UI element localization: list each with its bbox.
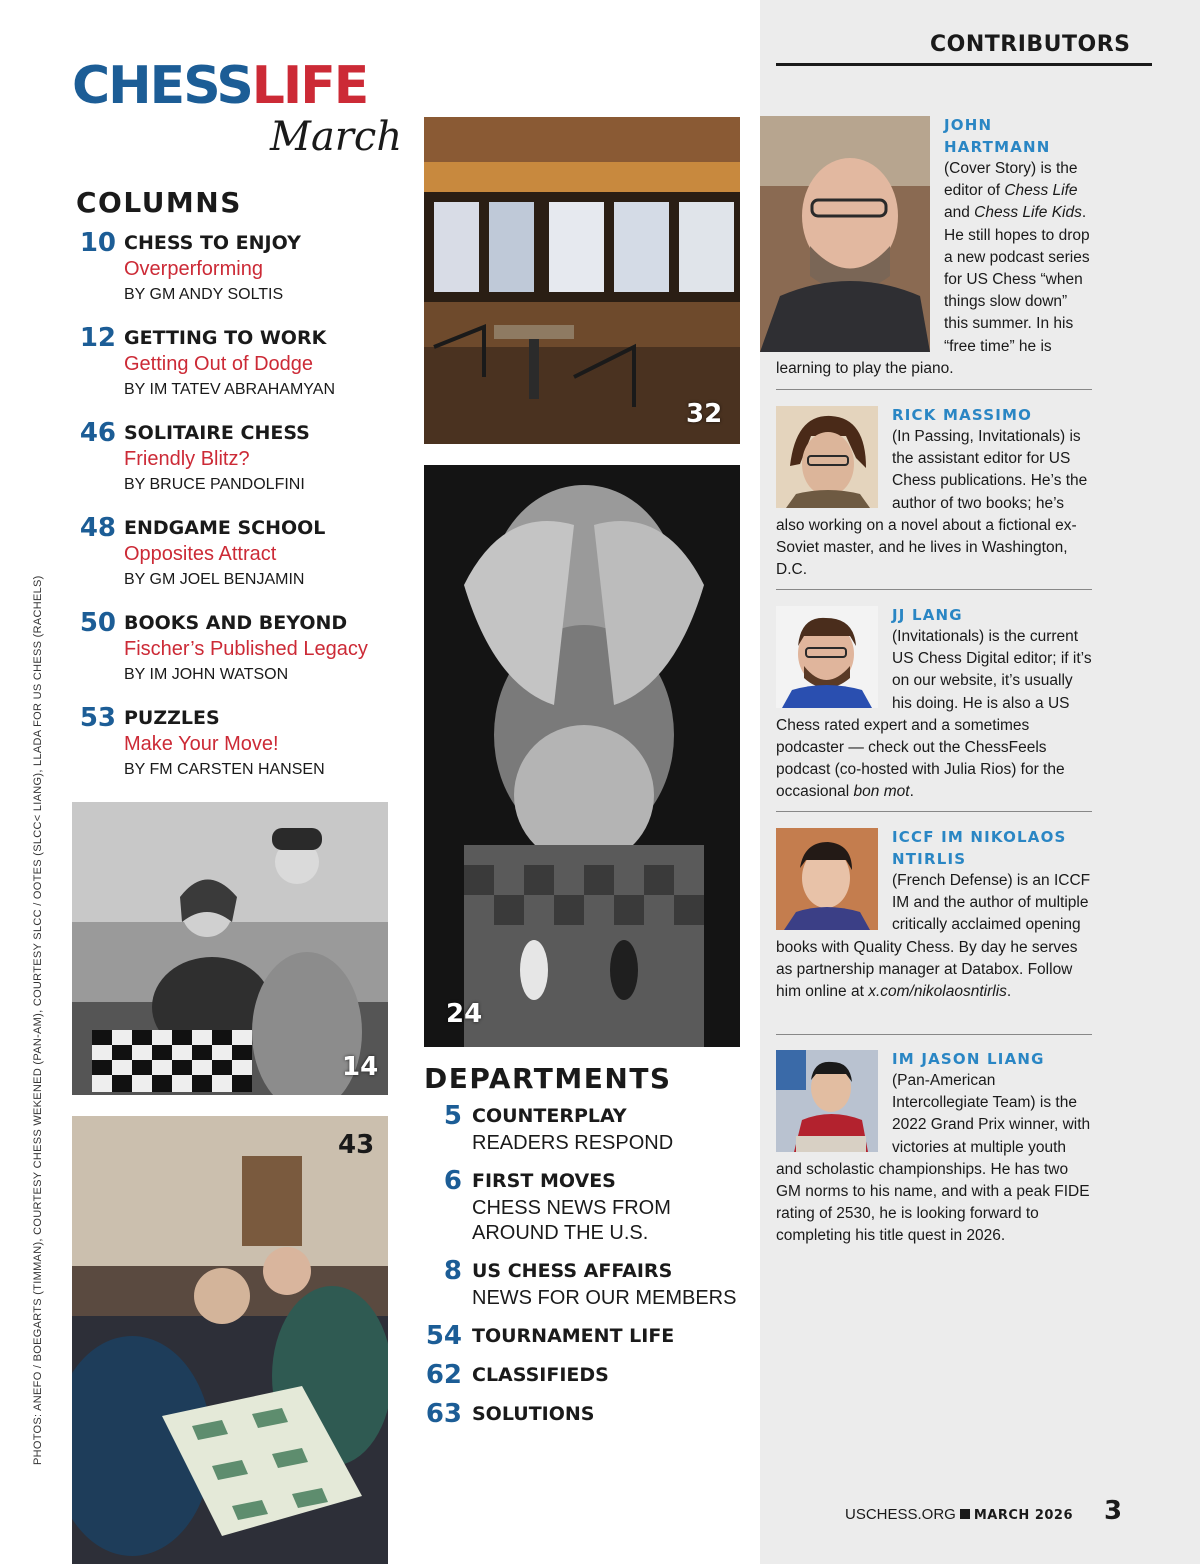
column-entry[interactable] (76, 608, 406, 700)
department-title: FIRST MOVES (472, 1170, 616, 1192)
headshot-photo (776, 828, 878, 930)
headshot-hartmann-illustration (760, 116, 930, 352)
department-title: TOURNAMENT LIFE (472, 1325, 675, 1347)
column-byline: BY IM TATEV ABRAHAMYAN (124, 381, 336, 398)
department-page-number: 63 (425, 1399, 462, 1429)
department-title: COUNTERPLAY (472, 1105, 627, 1127)
column-entry[interactable] (76, 228, 406, 320)
photo-page-label: 24 (446, 999, 483, 1029)
photo-43-illustration (72, 1116, 388, 1564)
photo-page-label: 43 (338, 1130, 375, 1160)
departments-heading: DEPARTMENTS (424, 1062, 672, 1095)
column-entry[interactable] (76, 513, 406, 605)
contributor-jj-lang (776, 604, 1092, 804)
department-subtitle: NEWS FOR OUR MEMBERS (472, 1287, 737, 1309)
contributor-name: JOHN HARTMANN (944, 116, 1051, 156)
contributor-bio-text: . (909, 783, 914, 801)
contributor-bio-text: and (944, 204, 975, 222)
contributor-bio-emphasis: bon mot (853, 783, 910, 801)
photo-page-14[interactable] (72, 802, 388, 1095)
headshot-photo (776, 406, 878, 508)
contributor-bio-emphasis: Chess Life Kids (974, 204, 1082, 222)
contributor-bio-text: . He still hopes to drop a new podcast series for US Chess “when things slow down” this summer. In his “free time” he is learning to play the piano. (776, 204, 1090, 377)
column-byline: BY IM JOHN WATSON (124, 666, 289, 683)
contributors-heading: CONTRIBUTORS (930, 32, 1131, 57)
contributor-bio: (In Passing, Invitationals) is the assistant editor for US Chess publications. He’s the author of two books; he’s also working on a novel about a fictional ex-Soviet master, and he lives in Washington, D.C. (776, 428, 1088, 579)
contributor-name: IM JASON LIANG (892, 1050, 1045, 1068)
column-title: GETTING TO WORK (124, 327, 327, 349)
column-byline: BY FM CARSTEN HANSEN (124, 761, 325, 778)
logo-chess: CHESS (72, 56, 252, 116)
contributor-divider (776, 389, 1092, 390)
headshot-liang-illustration (776, 1050, 878, 1152)
column-subtitle: Overperforming (124, 258, 263, 280)
page-number: 3 (1104, 1496, 1123, 1526)
chess-life-logo (72, 56, 368, 116)
department-page-number: 62 (425, 1360, 462, 1390)
contributors-rule (776, 63, 1152, 66)
column-byline: BY BRUCE PANDOLFINI (124, 476, 305, 493)
contributor-rick-massimo (776, 404, 1092, 581)
photo-14-illustration (72, 802, 388, 1095)
contributor-divider (776, 1034, 1092, 1035)
department-title: SOLUTIONS (472, 1403, 595, 1425)
department-page-number: 54 (425, 1321, 462, 1351)
headshot-photo (776, 1050, 878, 1152)
contributor-name: JJ LANG (892, 606, 963, 624)
column-entry[interactable] (76, 703, 406, 795)
column-page-number: 46 (79, 418, 116, 448)
contributor-bio-text: (Cover Story) is the editor of (944, 160, 1078, 200)
column-byline: BY GM JOEL BENJAMIN (124, 571, 305, 588)
column-entry[interactable] (76, 418, 406, 510)
column-page-number: 10 (79, 228, 116, 258)
column-subtitle: Opposites Attract (124, 543, 277, 565)
contributor-bio: (Pan-American Intercollegiate Team) is the 2022 Grand Prix winner, with victories at multiple youth and scholastic championships. He has two GM norms to his name, and with a peak FIDE rating of 2530, he is looking forward to completing his title quest in 2026. (776, 1072, 1091, 1245)
contributor-bio-text: (French Defense) is an ICCF IM and the author of multiple critically acclaimed opening books with Quality Chess. By day he serves as partnership manager at Databox. Follow him online at (776, 872, 1091, 1001)
contributor-nikolaos-ntirlis (776, 826, 1092, 1003)
contributor-bio-emphasis: x.com/nikolaosntirlis (868, 983, 1007, 1001)
contributor-bio-emphasis: Chess Life (1004, 182, 1078, 200)
headshot-massimo-illustration (776, 406, 878, 508)
photo-page-32[interactable] (424, 117, 740, 444)
contributor-john-hartmann (760, 116, 1092, 380)
column-page-number: 48 (79, 513, 116, 543)
column-page-number: 50 (79, 608, 116, 638)
contributor-name: RICK MASSIMO (892, 406, 1033, 424)
column-subtitle: Fischer’s Published Legacy (124, 638, 368, 660)
department-title: US CHESS AFFAIRS (472, 1260, 673, 1282)
column-byline: BY GM ANDY SOLTIS (124, 286, 284, 303)
department-page-number: 5 (443, 1101, 462, 1131)
column-title: PUZZLES (124, 707, 220, 729)
headshot-photo (760, 116, 930, 352)
column-subtitle: Friendly Blitz? (124, 448, 250, 470)
issue-month: March (270, 114, 403, 160)
photo-page-43[interactable] (72, 1116, 388, 1564)
page-footer (845, 1506, 1073, 1523)
logo-life: LIFE (251, 56, 368, 116)
contributor-bio-text: . (1006, 983, 1012, 1001)
department-subtitle: READERS RESPOND (472, 1132, 674, 1154)
department-title: CLASSIFIEDS (472, 1364, 609, 1386)
headshot-photo (776, 606, 878, 708)
column-title: CHESS TO ENJOY (124, 232, 301, 254)
contributor-name: ICCF IM NIKOLAOS NTIRLIS (892, 828, 1067, 868)
column-entry[interactable] (76, 323, 406, 415)
department-page-number: 6 (443, 1166, 462, 1196)
column-subtitle: Getting Out of Dodge (124, 353, 314, 375)
contributor-divider (776, 811, 1092, 812)
headshot-ntirlis-illustration (776, 828, 878, 930)
column-title: BOOKS AND BEYOND (124, 612, 348, 634)
column-page-number: 12 (79, 323, 116, 353)
photo-credit: PHOTOS: ANEFO / BOEGARTS (TIMMAN), COURTESY CHESS WEKENED (PAN-AM), COURTESY SLCC / OOTES (SLCC< LIANG), LLADA FOR US CHESS (RACHELS) (32, 575, 44, 1465)
column-subtitle: Make Your Move! (124, 733, 279, 755)
contributor-bio-text: (Invitationals) is the current US Chess Digital editor; if it’s on our website, it’s usually his doing. He is also a US Chess rated expert and a sometimes podcaster — check out the ChessFeels podcast (co-hosted with Julia Rios) for the occasional (776, 628, 1092, 801)
contributor-jason-liang (776, 1048, 1092, 1248)
photo-page-label: 14 (342, 1052, 379, 1082)
photo-page-label: 32 (686, 399, 723, 429)
department-subtitle: CHESS NEWS FROM AROUND THE U.S. (472, 1197, 671, 1244)
columns-heading: COLUMNS (76, 186, 242, 219)
headshot-lang-illustration (776, 606, 878, 708)
footer-site: USCHESS.ORG (845, 1506, 956, 1523)
photo-page-24[interactable] (424, 465, 740, 1047)
column-title: SOLITAIRE CHESS (124, 422, 310, 444)
footer-issue: MARCH 2026 (973, 1508, 1073, 1523)
contributor-divider (776, 589, 1092, 590)
footer-square-separator (960, 1509, 970, 1519)
column-title: ENDGAME SCHOOL (124, 517, 326, 539)
photo-32-illustration (424, 117, 740, 444)
column-page-number: 53 (79, 703, 116, 733)
department-page-number: 8 (443, 1256, 462, 1286)
photo-24-illustration (424, 465, 740, 1047)
